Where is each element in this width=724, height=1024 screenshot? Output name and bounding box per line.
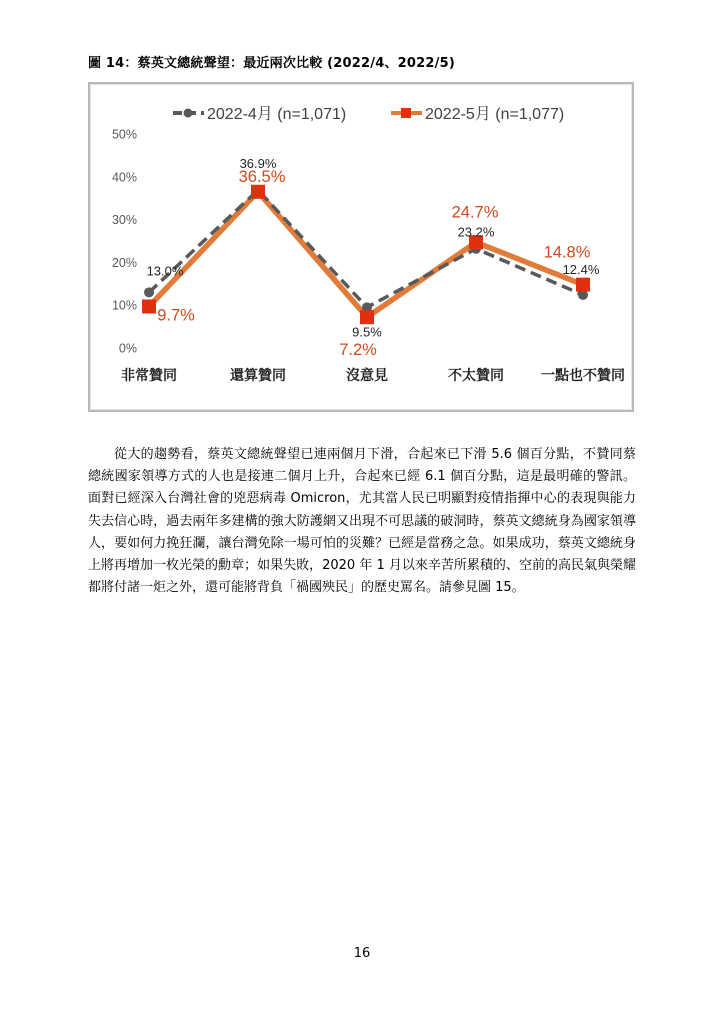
y-tick-label: 30% bbox=[111, 213, 137, 228]
y-tick-label: 0% bbox=[118, 341, 137, 356]
series-line-2022-05 bbox=[146, 192, 583, 317]
y-tick-label: 20% bbox=[111, 255, 137, 270]
x-category-label: 非常贊同 bbox=[121, 367, 177, 383]
x-category-label: 沒意見 bbox=[346, 367, 388, 383]
line-chart bbox=[90, 84, 632, 410]
data-label-2022-04: 23.2% bbox=[457, 224, 495, 240]
data-label-2022-04: 36.9% bbox=[239, 156, 277, 172]
x-category-label: 還算贊同 bbox=[230, 367, 286, 383]
data-label-2022-04: 12.4% bbox=[562, 261, 600, 277]
data-label-2022-05: 9.7% bbox=[157, 306, 195, 325]
page-number: 16 bbox=[353, 946, 371, 961]
y-tick-label: 40% bbox=[111, 170, 137, 185]
series-line-2022-04 bbox=[146, 190, 583, 307]
y-tick-label: 50% bbox=[111, 127, 137, 142]
data-label-2022-05: 7.2% bbox=[339, 341, 377, 360]
data-point-2022-05 bbox=[360, 310, 374, 324]
data-label-2022-04: 9.5% bbox=[352, 324, 382, 340]
data-label-2022-05: 14.8% bbox=[543, 243, 591, 262]
legend-label-2022-04: 2022-4月 (n=1,071) bbox=[207, 106, 347, 123]
body-paragraph: 從大的趨勢看，蔡英文總統聲望已連兩個月下滑，合起來已下滑 5.6 個百分點，不贊同蔡總統國家領導方式的人也是接連二個月上升，合起來已經 6.1 個百分點，這是最明確的警訊。面對已經深入台灣社會的兇惡病毒 Omicron，尤其當人民已明顯對疫情指揮中心的表現與能力失去信心時，過去兩年多建構的強大防護網又出現不可思議的破洞時，蔡英文總統身為國家領導人，要如何力挽狂瀾，讓台灣免除一場可怕的災難？已經是當務之急。如果成功，蔡英文總統身上將再增加一枚光榮的勳章；如果失敗，2020 年 1 月以來辛苦所累積的、空前的高民氣與榮耀都將付諸一炬之外，還可能將背負「禍國殃民」的歷史罵名。請參見圖 15。 bbox=[88, 447, 636, 596]
legend-marker-2022-05 bbox=[401, 108, 411, 118]
x-category-label: 不太贊同 bbox=[448, 367, 504, 383]
figure-caption: 圖 14：蔡英文總統聲望：最近兩次比較 (2022/4、2022/5) bbox=[88, 56, 455, 71]
x-category-label: 一點也不贊同 bbox=[541, 367, 625, 383]
data-point-2022-04 bbox=[144, 287, 154, 297]
data-point-2022-05 bbox=[576, 278, 590, 292]
data-point-2022-05 bbox=[251, 185, 265, 199]
body-text bbox=[88, 444, 636, 599]
legend-label-2022-05: 2022-5月 (n=1,077) bbox=[425, 106, 565, 123]
data-point-2022-05 bbox=[142, 299, 156, 313]
data-label-2022-04: 13.0% bbox=[146, 263, 184, 279]
data-label-2022-05: 36.5% bbox=[238, 167, 286, 186]
data-label-2022-05: 24.7% bbox=[451, 203, 499, 222]
y-tick-label: 10% bbox=[111, 298, 137, 313]
legend-marker-2022-04 bbox=[184, 109, 193, 118]
chart-frame bbox=[88, 82, 634, 412]
